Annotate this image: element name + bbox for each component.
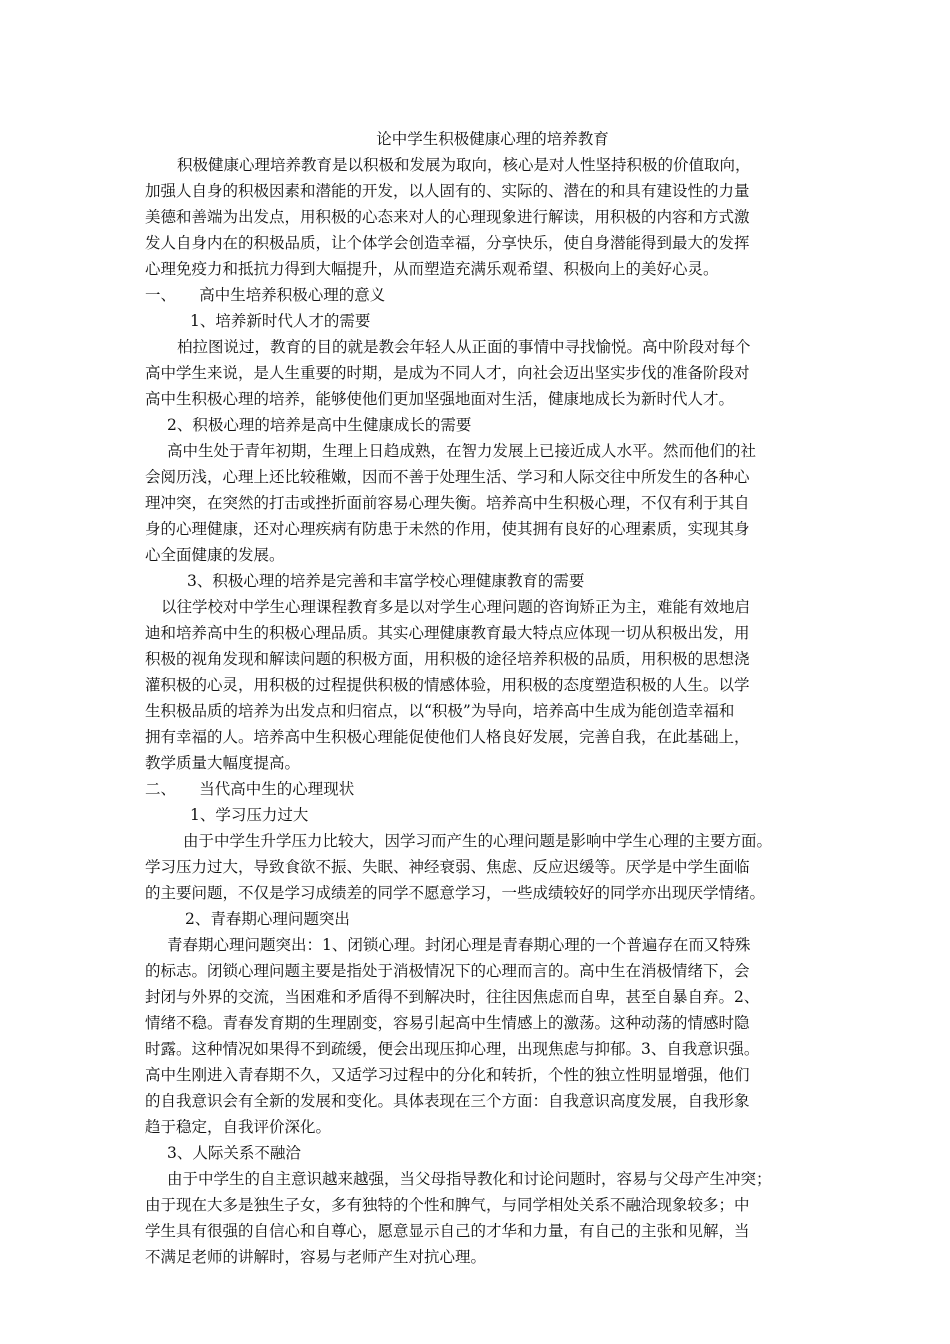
body-line: 由于中学生升学压力比较大，因学习而产生的心理问题是影响中学生心理的主要方面。 [183,832,773,850]
body-line: 理冲突，在突然的打击或挫折面前容易心理失衡。培养高中生积极心理，不仅有利于其自 [145,494,750,512]
body-line: 生积极品质的培养为出发点和归宿点，以“积极”为导向，培养高中生成为能创造幸福和 [145,702,735,720]
body-line: 积极健康心理培养教育是以积极和发展为取向，核心是对人性坚持积极的价值取向， [177,156,751,174]
body-line: 加强人自身的积极因素和潜能的开发，以人固有的、实际的、潜在的和具有建设性的力量 [145,182,750,200]
body-line: 高中学生来说，是人生重要的时期，是成为不同人才，向社会迈出坚实步伐的准备阶段对 [145,364,750,382]
body-line: 一、 高中生培养积极心理的意义 [145,286,386,304]
body-line: 柏拉图说过，教育的目的就是教会年轻人从正面的事情中寻找愉悦。高中阶段对每个 [177,338,751,356]
body-line: 2、青春期心理问题突出 [185,910,350,928]
body-line: 由于现在大多是独生子女，多有独特的个性和脾气，与同学相处关系不融洽现象较多；中 [145,1196,750,1214]
body-line: 美德和善端为出发点，用积极的心态来对人的心理现象进行解读，用积极的内容和方式激 [145,208,750,226]
body-line: 发人自身内在的积极品质，让个体学会创造幸福，分享快乐，使自身潜能得到最大的发挥 [145,234,750,252]
body-line: 不满足老师的讲解时，容易与老师产生对抗心理。 [145,1248,487,1266]
body-line: 以往学校对中学生心理课程教育多是以对学生心理问题的咨询矫正为主，难能有效地启 [161,598,751,616]
body-line: 会阅历浅，心理上还比较稚嫩，因而不善于处理生活、学习和人际交往中所发生的各种心 [145,468,750,486]
body-line: 青春期心理问题突出：1、闭锁心理。封闭心理是青春期心理的一个普遍存在而又特殊 [167,936,751,954]
body-line: 1、培养新时代人才的需要 [190,312,371,330]
body-line: 学习压力过大，导致食欲不振、失眠、神经衰弱、焦虑、反应迟缓等。厌学是中学生面临 [145,858,750,876]
body-line: 的自我意识会有全新的发展和变化。具体表现在三个方面：自我意识高度发展，自我形象 [145,1092,750,1110]
body-line: 二、 当代高中生的心理现状 [145,780,355,798]
body-line: 迪和培养高中生的积极心理品质。其实心理健康教育最大特点应体现一切从积极出发，用 [145,624,750,642]
body-line: 心理免疫力和抵抗力得到大幅提升，从而塑造充满乐观希望、积极向上的美好心灵。 [145,260,719,278]
body-line: 2、积极心理的培养是高中生健康成长的需要 [167,416,472,434]
body-line: 情绪不稳。青春发育期的生理剧变，容易引起高中生情感上的激荡。这种动荡的情感时隐 [145,1014,750,1032]
body-line: 高中生处于青年初期，生理上日趋成熟，在智力发展上已接近成人水平。然而他们的社 [167,442,757,460]
body-line: 高中生刚进入青春期不久，又适学习过程中的分化和转折，个性的独立性明显增强，他们 [145,1066,750,1084]
body-line: 由于中学生的自主意识越来越强，当父母指导教化和讨论问题时，容易与父母产生冲突； [167,1170,772,1188]
body-line: 灌积极的心灵，用积极的过程提供积极的情感体验，用积极的态度塑造积极的人生。以学 [145,676,750,694]
body-line: 高中生积极心理的培养，能够使他们更加坚强地面对生活，健康地成长为新时代人才。 [145,390,735,408]
body-line: 学生具有很强的自信心和自尊心，愿意显示自己的才华和力量，有自己的主张和见解，当 [145,1222,750,1240]
body-line: 教学质量大幅度提高。 [145,754,301,772]
body-line: 的主要问题，不仅是学习成绩差的同学不愿意学习，一些成绩较好的同学亦出现厌学情绪。 [145,884,766,902]
body-line: 身的心理健康，还对心理疾病有防患于未然的作用，使其拥有良好的心理素质，实现其身 [145,520,750,538]
body-line: 封闭与外界的交流，当困难和矛盾得不到解决时，往往因焦虑而自卑，甚至自暴自弃。2、 [145,988,760,1006]
body-line: 趋于稳定，自我评价深化。 [145,1118,332,1136]
body-line: 心全面健康的发展。 [145,546,285,564]
body-line: 积极的视角发现和解读问题的积极方面，用积极的途径培养积极的品质，用积极的思想浇 [145,650,750,668]
document-title: 论中学生积极健康心理的培养教育 [376,130,609,148]
body-line: 3、人际关系不融洽 [167,1144,301,1162]
body-line: 时露。这种情况如果得不到疏缓，便会出现压抑心理，出现焦虑与抑郁。3、自我意识强。 [145,1040,760,1058]
body-line: 3、积极心理的培养是完善和丰富学校心理健康教育的需要 [187,572,585,590]
document-body [145,126,820,1270]
body-line: 的标志。闭锁心理问题主要是指处于消极情况下的心理而言的。高中生在消极情绪下，会 [145,962,750,980]
body-line: 拥有幸福的人。培养高中生积极心理能促使他们人格良好发展，完善自我，在此基础上， [145,728,750,746]
body-line: 1、学习压力过大 [190,806,309,824]
